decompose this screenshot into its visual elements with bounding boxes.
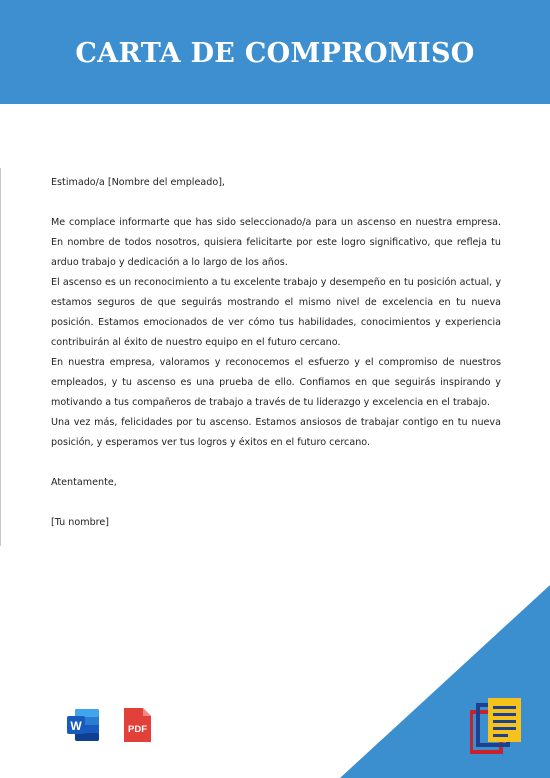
word-icon-label: W — [70, 719, 82, 733]
header-banner — [0, 0, 550, 104]
page-title: CARTA DE COMPROMISO — [75, 38, 475, 69]
word-icon[interactable] — [66, 707, 100, 743]
paragraph-1: Me complace informarte que has sido seleccionado/a para un ascenso en nuestra empresa. En nombre de todos nosotros, quisiera felicitarte por este logro significativo, que refleja tu arduo trabajo y dedicación a lo largo de los años. — [51, 217, 501, 268]
letter-body — [51, 173, 501, 533]
closing: Atentamente, — [51, 477, 117, 488]
pdf-icon-label: PDF — [128, 724, 147, 735]
pdf-icon[interactable] — [120, 707, 154, 743]
paragraph-4: Una vez más, felicidades por tu ascenso. Estamos ansiosos de trabajar contigo en tu nueva posición, y esperamos ver tus logros y éxitos en el futuro cercano. — [51, 417, 501, 448]
signature: [Tu nombre] — [51, 517, 110, 528]
paragraph-3: En nuestra empresa, valoramos y reconocemos el esfuerzo y el compromiso de nuestros empleados, y tu ascenso es una prueba de ello. Confiamos en que seguirás inspirando y motivando a tus compañeros de trabajo a través de tu liderazgo y excelencia en el trabajo. — [51, 357, 501, 408]
paragraph-2: El ascenso es un reconocimiento a tu excelente trabajo y desempeño en tu posición actual, y estamos seguros de que seguirás mostrando el mismo nivel de excelencia en tu nueva posición. Estamos emocionados de ver cómo tus habilidades, conocimientos y experiencia contribuirán al éxito de nuestro equipo en el futuro cercano. — [51, 277, 501, 348]
margin-rule — [0, 168, 1, 546]
greeting: Estimado/a [Nombre del empleado], — [51, 177, 225, 188]
document-logo-icon — [470, 698, 522, 754]
